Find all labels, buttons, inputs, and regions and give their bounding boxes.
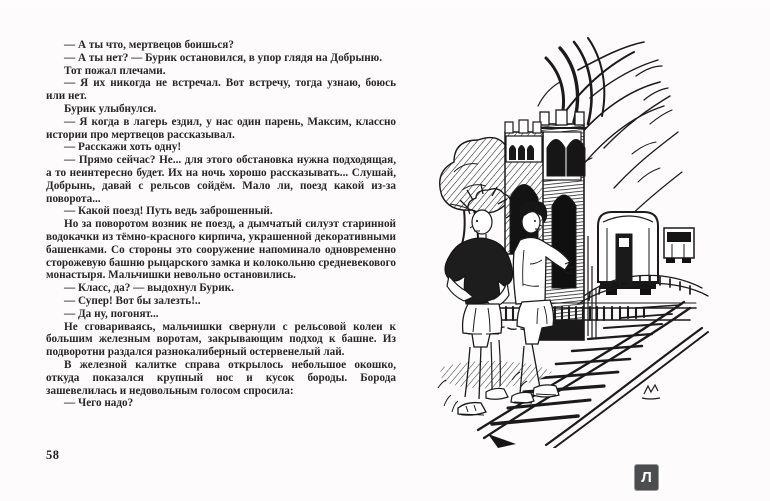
watermark-letter: Л <box>641 469 652 486</box>
paragraph: Но за поворотом возник не поезд, а дымчатый силуэт старинной водокачки из тёмно-красного кирпича, украшенной декоративными башенками. Со стороны это сооружение напоминало одновременно сторожевую башню рыцарского замка и колокольню средневекового монастыря. Мальчишки невольно остановились. <box>46 218 396 282</box>
paragraph: — Класс, да? — выдохнул Бурик. <box>64 282 234 295</box>
page-number: 58 <box>46 448 60 462</box>
page-text <box>46 39 396 410</box>
paragraph: Бурик улыбнулся. <box>64 102 157 115</box>
paragraph: — Чего надо? <box>64 397 134 410</box>
paragraph: В железной калитке справа открылось небольшое окошко, откуда показался крупный нос и кусок бороды. Борода зашевелилась и недовольным голосом спросила: <box>46 358 396 397</box>
artist-signature <box>642 385 660 399</box>
scan-top-edge <box>0 0 770 9</box>
paragraph: — А ты что, мертвецов боишься? <box>64 39 234 51</box>
paragraph: Не сговариваясь, мальчишки свернули с рельсовой колеи к большим железным воротам, закрывающим подход к башне. Из подворотни раздался разнокалиберный остервенелый лай. <box>46 320 396 359</box>
labirint-watermark-logo <box>634 464 659 491</box>
paragraph: Тот пожал плечами. <box>64 64 166 77</box>
paragraph: — Я когда в лагерь ездил, у нас один парень, Максим, классно истории про мертвецов рассказывал. <box>46 115 396 141</box>
railroad-tracks <box>478 275 708 448</box>
book-illustration <box>428 36 714 448</box>
paragraph: — Да ну, погонят... <box>64 307 159 320</box>
paragraph: — Расскажи хоть одну! <box>64 141 182 154</box>
paragraph: — Какой поезд! Путь ведь заброшенный. <box>64 205 273 218</box>
paragraph: — Супер! Вот бы залезть!.. <box>64 294 201 307</box>
paragraph: — Я их никогда не встречал. Вот встречу, тогда узнаю, боюсь или нет. <box>46 77 396 103</box>
paragraph: — Прямо сейчас? Не... для этого обстановка нужна подходящая, а то неинтересно будет. Их на ночь хорошо рассказывать... Слушай, Добрынь, давай с рельсов сойдём. Мало ли, поезд какой из-за поворота... <box>46 154 396 205</box>
paragraph: — А ты нет? — Бурик остановился, в упор глядя на Добрыню. <box>64 51 383 64</box>
